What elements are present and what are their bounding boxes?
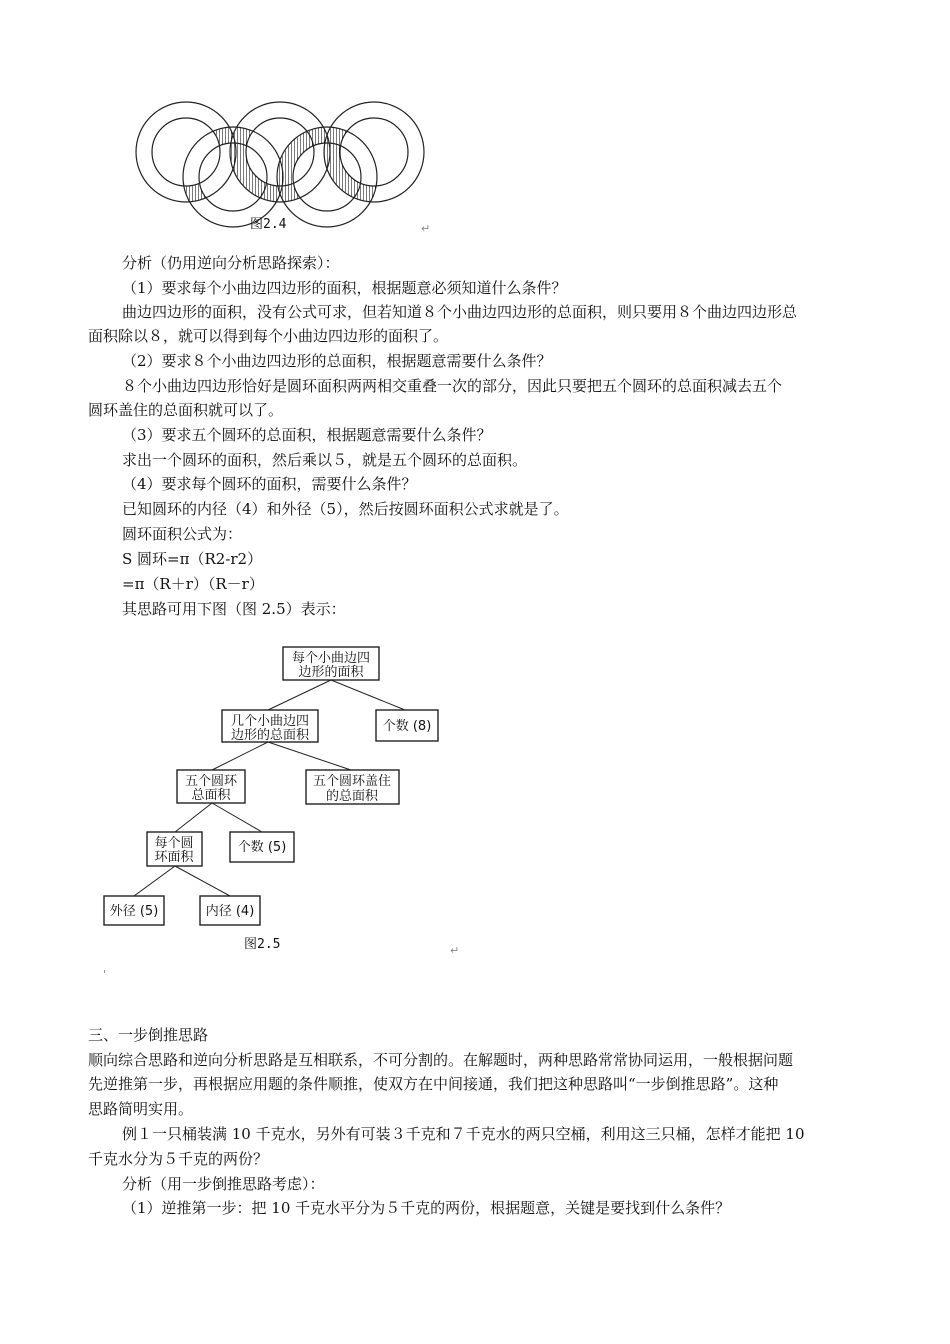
return-mark-icon: ↵ <box>421 222 431 235</box>
analysis-q1: （1）要求每个小曲边四边形的面积，根据题意必须知道什么条件？ <box>122 279 567 297</box>
node-3-label: 个数 (8) <box>382 719 432 734</box>
node-2-label-b: 边形的总面积 <box>230 728 310 743</box>
node-4-label-b: 总面积 <box>191 788 231 803</box>
section-3-title: 三、一步倒推思路 <box>88 1026 209 1044</box>
node-1-label-b: 边形的面积 <box>298 665 364 680</box>
analysis-a1-line1: 曲边四边形的面积，没有公式可求，但若知道８个小曲边四边形的总面积，则只要用８个曲边四边形总 <box>122 303 798 321</box>
node-2-label-a: 几个小曲边四 <box>230 714 310 729</box>
analysis-q2: （2）要求８个小曲边四边形的总面积，根据题意需要什么条件？ <box>122 352 552 370</box>
analysis-heading: 分析（仍用逆向分析思路探索）： <box>122 254 340 272</box>
figure-2-4-caption: 图2.4 <box>250 217 287 232</box>
section-3-para-line3: 思路简明实用。 <box>88 1100 194 1118</box>
example-1-line1: 例１一只桶装满 10 千克水，另外有可装３千克和７千克水的两只空桶，利用这三只桶，怎样才能把 10 <box>122 1125 805 1143</box>
node-4-label-a: 五个圆环 <box>184 774 238 789</box>
example-1-line2: 千克水分为５千克的两份？ <box>88 1150 269 1168</box>
node-6-label-a: 每个圆 <box>154 836 194 851</box>
formula-line1: S 圆环=π（R2-r2） <box>122 550 263 568</box>
node-6-label-b: 环面积 <box>154 850 194 865</box>
analysis-a2-line1: ８个小曲边四边形恰好是圆环面积两两相交重叠一次的部分，因此只要把五个圆环的总面积减去五个 <box>122 377 783 395</box>
analysis-q3: （3）要求五个圆环的总面积，根据题意需要什么条件？ <box>122 426 492 444</box>
node-8-label: 外径 (5) <box>109 904 159 919</box>
node-5-label-b: 的总面积 <box>325 789 379 804</box>
analysis-q4: （4）要求每个圆环的面积，需要什么条件？ <box>122 475 417 493</box>
example-analysis-step1: （1）逆推第一步：把 10 千克水平分为５千克的两份，根据题意，关键是要找到什么条件？ <box>122 1199 731 1217</box>
formula-heading: 圆环面积公式为： <box>122 525 243 543</box>
example-analysis-heading: 分析（用一步倒推思路考虑）： <box>122 1175 325 1193</box>
node-5-label-a: 五个圆环盖住 <box>312 774 392 789</box>
return-mark-icon-2: ↵ <box>450 944 460 957</box>
node-1-label-a: 每个小曲边四 <box>291 651 371 666</box>
analysis-a3: 求出一个圆环的面积，然后乘以５，就是五个圆环的总面积。 <box>122 451 528 469</box>
figure-2-5-caption: 图2.5 <box>244 937 281 952</box>
analysis-a2-line2: 圆环盖住的总面积就可以了。 <box>88 401 284 419</box>
formula-line2: =π（R＋r）（R－r） <box>122 575 264 593</box>
analysis-a4: 已知圆环的内径（4）和外径（5），然后按圆环面积公式求就是了。 <box>122 500 569 518</box>
figure-2-5-tree <box>0 630 520 970</box>
section-3-para-line2: 先逆推第一步，再根据应用题的条件顺推，使双方在中间接通，我们把这种思路叫“一步倒推思路”。这种 <box>88 1075 779 1093</box>
node-9-label: 内径 (4) <box>205 904 255 919</box>
dot-mark: ' <box>103 968 107 981</box>
section-3-para-line1: 顺向综合思路和逆向分析思路是互相联系，不可分割的。在解题时，两种思路常常协同运用，一般根据问题 <box>88 1051 794 1069</box>
figure-2-5-intro: 其思路可用下图（图 2.5）表示： <box>122 600 346 618</box>
node-7-label: 个数 (5) <box>237 840 287 855</box>
analysis-a1-line2: 面积除以８，就可以得到每个小曲边四边形的面积了。 <box>88 327 449 345</box>
